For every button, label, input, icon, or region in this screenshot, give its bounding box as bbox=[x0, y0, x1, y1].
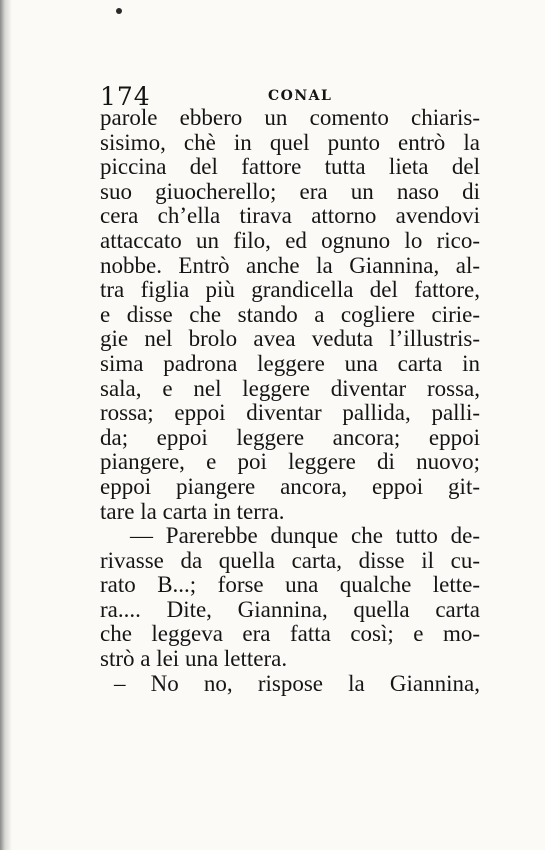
text-line: eppoi piangere ancora, eppoi git- bbox=[100, 473, 480, 499]
text-line: sala, e nel leggere diventar rossa, bbox=[100, 375, 480, 401]
text-line: cera ch’ella tirava attorno avendovi bbox=[100, 203, 480, 229]
text-line: piangere, e poi leggere di nuovo; bbox=[100, 449, 480, 475]
text-line: che leggeva era fatta così; e mo- bbox=[100, 621, 480, 647]
body-text bbox=[100, 106, 480, 696]
text-line: tare la carta in terra. bbox=[100, 498, 285, 524]
text-line: tra figlia più grandicella del fattore, bbox=[100, 277, 480, 303]
ink-speck bbox=[116, 8, 122, 14]
text-line: attaccato un filo, ed ognuno lo rico- bbox=[100, 227, 480, 253]
text-line: – No no, rispose la Giannina, bbox=[114, 670, 480, 696]
page-number: 174 bbox=[100, 82, 151, 111]
text-line: parole ebbero un comento chiaris- bbox=[100, 105, 480, 130]
text-line: sisimo, chè in quel punto entrò la bbox=[100, 129, 480, 155]
text-line: — Parerebbe dunque che tutto de- bbox=[130, 523, 480, 549]
text-line: da; eppoi leggere ancora; eppoi bbox=[100, 424, 480, 450]
text-line: rossa; eppoi diventar pallida, palli- bbox=[100, 400, 480, 426]
text-line: nobbe. Entrò anche la Giannina, al- bbox=[100, 252, 480, 278]
running-title: CONAL bbox=[268, 88, 333, 104]
text-line: piccina del fattore tutta lieta del bbox=[100, 154, 480, 180]
text-line: rato B...; forse una qualche lette- bbox=[100, 572, 480, 598]
text-line: rivasse da quella carta, disse il cu- bbox=[100, 547, 480, 573]
text-line: e disse che stando a cogliere cirie- bbox=[100, 301, 480, 327]
page-binding-shadow bbox=[0, 0, 12, 850]
text-line: ra.... Dite, Giannina, quella carta bbox=[100, 596, 480, 622]
text-line: sima padrona leggere una carta in bbox=[100, 350, 480, 376]
text-line: suo giuocherello; era un naso di bbox=[100, 178, 480, 204]
text-line: gie nel brolo avea veduta l’illustris- bbox=[100, 326, 480, 352]
text-line: strò a lei una lettera. bbox=[100, 646, 288, 672]
